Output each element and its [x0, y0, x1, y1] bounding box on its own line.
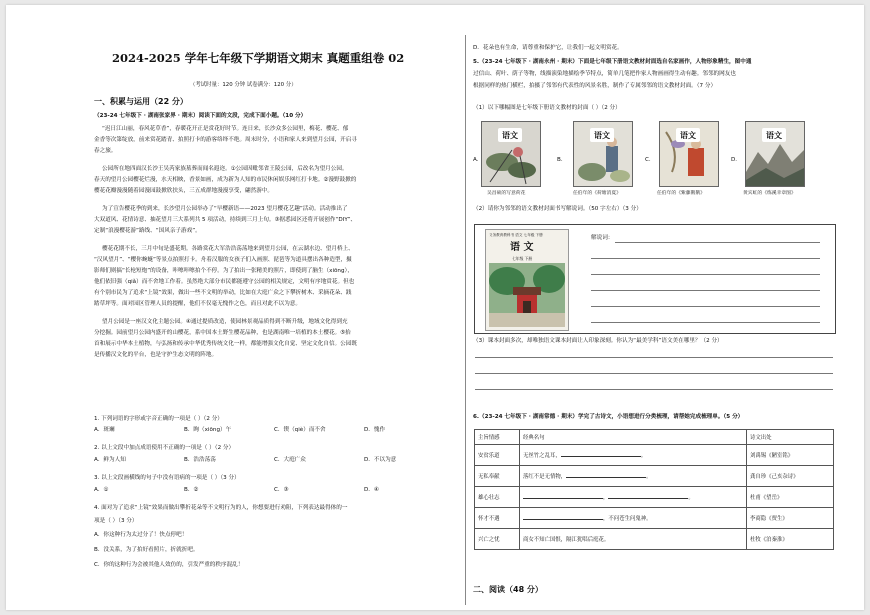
q5-option-c-label: C.	[645, 157, 651, 163]
cover-caption-b: 任伯年的《荷塘消夏》	[573, 191, 621, 196]
cover-option-b[interactable]	[573, 121, 633, 187]
q1-4-option-a[interactable]: A．你这种行为太过分了！快点停吧！	[94, 532, 188, 538]
cover-title-stamp: 语文	[676, 128, 700, 142]
blank[interactable]	[523, 519, 603, 520]
cover-option-c[interactable]	[659, 121, 719, 187]
q5-intro-line: 过信山、荷叶、荫子等物，线描演染地描绘季节特点，简单几笔把作家人物画画得生动有趣。邻邻的网友也	[473, 71, 736, 77]
q1-1-option-d[interactable]: D．愧作	[364, 427, 386, 433]
exam-subtitle: （考试时量：120 分钟 试卷满分：120 分）	[190, 82, 297, 88]
passage-line: 分挖掘。园前望月公园内盛开的山樱花，系中国本土野生樱花品种，也是湖南唯一培植的本土樱花。⑤抬	[94, 330, 351, 336]
q1-1-option-c[interactable]: C．锲（qiè）而不舍	[274, 427, 326, 433]
poem-sorting-table	[474, 429, 834, 550]
q1-3-option-c[interactable]: C．③	[274, 487, 289, 493]
theme-cell: 兴亡之忧	[475, 529, 520, 550]
q1-2-option-a[interactable]: A．鲜为人知	[94, 457, 126, 463]
cover-grade: 七年级 下册	[512, 256, 533, 261]
passage-line: 望月公园是一座汉文化主题公园。④通过提质改造，使园林景观品质得到不断升级，地域文化得到充	[102, 319, 348, 325]
source-cell: 李商隐《贾生》	[747, 508, 834, 529]
given-line: ，	[603, 495, 609, 501]
table-row	[475, 508, 834, 529]
section-heading-1: 一、积累与运用（22 分）	[94, 97, 188, 106]
answer-line[interactable]	[591, 290, 820, 291]
passage-line: 踏草坪等。面对园区管理人员的提醒，他们不仅毫无愧作之色，而且对此不以为意。	[94, 301, 301, 307]
table-row	[475, 445, 834, 466]
line-end: 。	[688, 495, 694, 501]
line-cell[interactable]	[520, 487, 747, 508]
line-cell[interactable]	[520, 445, 747, 466]
passage-line: 影师们则搞“长枪短炮”的设备，咔嚓咔嚓拍个不停。为了拍出一张精美的照片，即使到了脑生（xiōng），	[94, 268, 353, 274]
explanation-label: 解说词：	[591, 235, 614, 241]
line-end: 不问苍生问鬼神。	[608, 516, 652, 522]
cover-top-text: 义务教育教科书 语文 七年级 下册	[489, 233, 543, 237]
column-divider	[465, 35, 466, 605]
passage-line: 他们依旧强（qiǎ）而不舍地工作着。虽然绝大部分市民都能遵守公园的相关规定，文明有序地赏花。但也	[94, 279, 355, 285]
passage-line: 首和展示中华本土植物，与弘扬和传承中华优秀传统文化一样，都能增强文化自觉、坚定文化自信。公园既	[94, 341, 357, 347]
given-line: 商女不知亡国恨，隔江犹唱后庭花。	[523, 537, 610, 543]
cover-title-stamp: 语文	[590, 128, 614, 142]
answer-line[interactable]	[475, 373, 833, 374]
line-end: 。	[640, 453, 647, 459]
blank[interactable]	[566, 477, 646, 478]
given-line: 无丝竹之乱耳，	[523, 453, 561, 459]
answer-line[interactable]	[615, 242, 820, 243]
passage-line: 金香等次第绽放，前来赏花踏青、拍照打卡的游客络绎不绝。周末时分，小语和家人来到望月公园，开启寻	[94, 137, 357, 143]
passage-line: 是传播汉文化的平台，也是守护生态文明的阵地。	[94, 352, 218, 358]
blank[interactable]	[523, 498, 603, 499]
table-header: 经典名句	[520, 430, 747, 445]
cover-title: 语 文	[510, 242, 534, 253]
table-header: 诗文出处	[747, 430, 834, 445]
cover-title-stamp: 语文	[498, 128, 522, 142]
cover-title-stamp: 语文	[762, 128, 786, 142]
q6-intro: 6.（23-24 七年级下 · 湖南常德 · 期末）学完了古诗文，小语想进行分类梳理，请帮她完成梳理单。（5 分）	[473, 414, 744, 420]
q5-intro: 5.（23-24 七年级下 · 湖南永州 · 期末）下面是七年级下册语文教材封面选自名家画作，人物形象精生，图中通	[473, 59, 752, 65]
passage-line: 樱花花期不长，三月中旬是盛花期。各路赏花大军浩浩荡荡地来到望月公园，在云湖水边、望月桥上、	[102, 246, 354, 252]
cover-option-d[interactable]	[745, 121, 805, 187]
source-cell: 刘禹锡《陋室铭》	[747, 445, 834, 466]
q1-4-option-d[interactable]: D．花朵也有生命，请尊重和保护它，让我们一起文明赏花。	[473, 45, 623, 51]
q1-1-stem: 1. 下列词语的字形或字音正确的一项是（ ）（2 分）	[94, 416, 223, 422]
blank[interactable]	[561, 456, 641, 457]
passage-line: 公园所在地四面汉长沙王吴芮家族墓葬而闻名遐迩。①公园因毗邻省王陵公园，后改名为望月公园。	[102, 166, 348, 172]
table-header-row	[475, 430, 834, 445]
line-cell	[520, 529, 747, 550]
answer-line[interactable]	[591, 322, 820, 323]
q1-2-stem: 2. 以上文段中加点成语使用不正确的一项是（ ）（2 分）	[94, 445, 235, 451]
cover-caption-d: 黄宾虹的《练溪幸章图》	[743, 191, 796, 196]
line-cell[interactable]	[520, 466, 747, 487]
passage-line: 为了宣告樱花季的到来，长沙望月公园举办了“早樱新语——2023 望月樱花艺趣”活动。活动推出了	[102, 206, 348, 212]
exam-page	[6, 5, 864, 610]
source-cell: 杜牧《泊秦淮》	[747, 529, 834, 550]
table-row	[475, 466, 834, 487]
q1-1-option-b[interactable]: B．眴（xiōng）午	[184, 427, 232, 433]
line-cell[interactable]	[520, 508, 747, 529]
q5-option-a-label: A.	[473, 157, 479, 163]
passage-line: “迟日江山丽，春风花草香”，春暖花开正是赏花好时节。连日来，长沙众多公园里，梅花、樱花、郁	[102, 126, 349, 132]
cover-option-a[interactable]	[481, 121, 541, 187]
table-row	[475, 487, 834, 508]
theme-cell: 雄心壮志	[475, 487, 520, 508]
q1-3-stem: 3. 以上文段画横线的句子中没有语病的一项是（ ）（3 分）	[94, 475, 240, 481]
answer-line[interactable]	[591, 306, 820, 307]
cover-caption-c: 任伯年的《紫藤鹅鹅》	[657, 191, 705, 196]
q1-4-stem-cont: 项是（ ）（3 分）	[94, 518, 138, 524]
theme-cell: 怀才不遇	[475, 508, 520, 529]
theme-cell: 安贫乐道	[475, 445, 520, 466]
q1-3-option-b[interactable]: B．②	[184, 487, 199, 493]
passage-line: 有个别市民为了追求“上镜”效果，做出一些不文明的举动，比如在大庭广众之下攀折树木、采摘花朵、践	[94, 290, 352, 296]
answer-line[interactable]	[475, 389, 833, 390]
table-row	[475, 529, 834, 550]
theme-cell: 无私奉献	[475, 466, 520, 487]
table-header: 主旨情感	[475, 430, 520, 445]
q5-option-d-label: D.	[731, 157, 738, 163]
page-title: 2024-2025 学年七年级下学期语文期末 真题重组卷 02	[112, 51, 405, 65]
q1-2-option-b[interactable]: B．浩浩荡荡	[184, 457, 216, 463]
q5-2-stem: （2）请你为邻邻的语文教材封面书写解说词。（50 字左右）（3 分）	[473, 206, 642, 212]
explanation-answer-box	[474, 224, 836, 334]
source-cell: 杜甫《望岳》	[747, 487, 834, 508]
passage-line: 樱花花瓣漫漫随着园漫园鼓掀欣扶头，三五成群地漫漫享受，翩然游中。	[94, 188, 274, 194]
line-end: 。	[646, 474, 652, 480]
cover-caption-a: 吴昌硕的写意荷花	[487, 191, 526, 196]
passage-line: “汉风望月”、“樱你蜿蜒”等景点拍照打卡。舟着汉服的女孩子们入画照、琵琶等为道具摆出各种造型，摄	[94, 257, 352, 263]
q1-3-option-a[interactable]: A．①	[94, 487, 109, 493]
q5-intro-line: 根据同样的热门横栏，拍摄了邻邻有代表性的风景名胜，制作了专属邻邻的语文教材封面。（7 分）	[473, 83, 717, 89]
passage-line: 春天的望月公园樱花烂漫，水天相映，香景如画，成为新为人知的市民休闲娱乐网红打卡地。②漫野鼓掀的	[94, 177, 357, 183]
q5-option-b-label: B.	[557, 157, 563, 163]
answer-line[interactable]	[591, 258, 820, 259]
passage-line: 春之旅。	[94, 148, 117, 154]
q1-2-option-d[interactable]: D．不以为意	[364, 457, 397, 463]
pavilion-photo-icon	[489, 263, 565, 327]
passage-line: 定制“浪漫樱花游”路线、“国风亲子游戏”。	[94, 228, 201, 234]
answer-line[interactable]	[591, 274, 820, 275]
passage-line: 大双道风、花情诗意、抽花望月三大系列共 5 项活动，持续到三月上旬。③据悉园区还将开展创作“DIY”、	[94, 217, 357, 223]
blank[interactable]	[608, 498, 688, 499]
q1-1-option-a[interactable]: A．斑斓	[94, 427, 115, 433]
section-heading-2: 二、阅读（48 分）	[473, 585, 543, 594]
q5-1-stem: （1）以下哪幅图是七年级下册语文教材的封面（ ）（2 分）	[473, 105, 621, 111]
source-cell: 龚自珍《己亥杂诗》	[747, 466, 834, 487]
custom-cover-image	[485, 229, 569, 331]
answer-line[interactable]	[475, 357, 833, 358]
given-line: ，	[603, 516, 609, 522]
q1-4-option-b[interactable]: B．没关系，为了拍好看照片，折就折吧。	[94, 547, 199, 553]
q1-2-option-c[interactable]: C．大庭广众	[274, 457, 306, 463]
q1-intro: （23-24 七年级下 · 湖南张家界 · 期末）阅读下面的文段，完成下面小题。（10 分）	[94, 113, 307, 119]
q5-3-stem: （3）课本封面多次，却唯独语文课本封面让人印象深刻。你认为“最美学科”语文美在哪里？（2 分）	[473, 338, 723, 344]
given-line: 落红不是无情物，	[523, 474, 567, 480]
q1-4-stem: 4. 面对为了追求“上镜”效果而做出攀折花朵等不文明行为的人，你想要进行劝阻，下列表达最得体的一	[94, 505, 348, 511]
q1-3-option-d[interactable]: D．④	[364, 487, 379, 493]
q1-4-option-c[interactable]: C．你的这种行为会被其他人效仿的，引发严重的秩序混乱！	[94, 562, 244, 568]
